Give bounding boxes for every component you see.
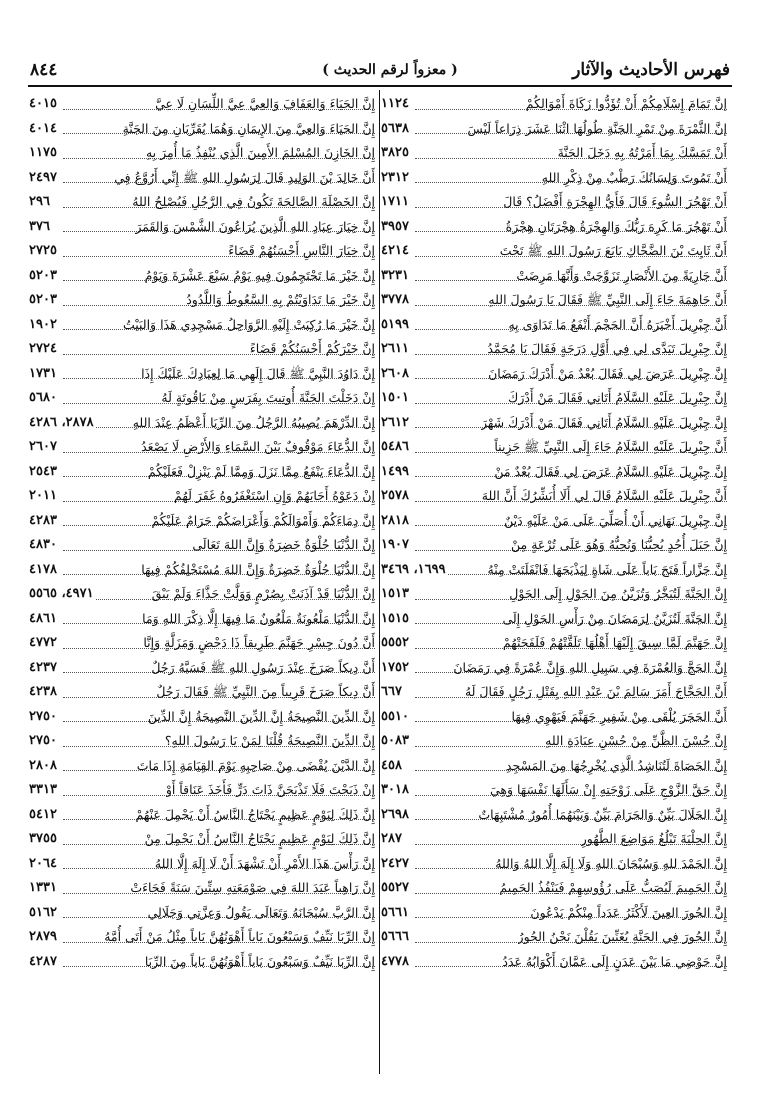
- hadith-text: إِنَّ جَهَنَّمَ لَمَّا سِيقَ إِلَيْهَا أَهْلُهَا تَلَقَّتْهُمْ فَلَفَحَتْهُمْ: [502, 635, 727, 650]
- hadith-number: ٢٦١٢: [381, 411, 411, 436]
- index-entry: [379, 190, 731, 215]
- hadith-text: أَنَّ جِبْرِيلَ أَخْبَرَهُ أَنَّ الحَجْمَ أَنْفَعُ مَا تَدَاوَى بِهِ: [508, 316, 727, 332]
- index-entry: [379, 411, 731, 436]
- index-entry: [27, 484, 379, 509]
- hadith-text: إِنَّ الخَازِنَ المُسْلِمَ الأَمِينَ الَّذِي يُنْفِذُ مَا أُمِرَ بِهِ: [145, 145, 375, 160]
- index-entry: [379, 215, 731, 240]
- hadith-number: ٢٧٥٠: [29, 705, 59, 730]
- index-entry: [379, 901, 731, 926]
- hadith-text: إِنَّ الخَصْلَةَ الصَّالِحَةَ تَكُونُ فِي الرَّجُلِ فَيُصْلِحُ اللهُ: [132, 194, 375, 209]
- index-entry: [27, 631, 379, 656]
- hadith-text: أَنَّ دِيكاً صَرَخَ عِنْدَ رَسُولِ اللهِ ﷺ فَسَبَّهُ رَجُلٌ: [151, 659, 375, 675]
- hadith-number: ٥٢٠٣: [29, 288, 59, 313]
- index-entry: [379, 264, 731, 289]
- index-entry: [379, 288, 731, 313]
- hadith-text: إِنَّ الرِّبَا نَيِّفٌ وَسَبْعُونَ بَاباً أَهْوَنُهُنَّ بَاباً مِنَ الرِّبَا: [144, 953, 375, 969]
- hadith-number: ٢٧٥٠: [29, 729, 59, 754]
- hadith-text: إِنَّ الدِّينَ النَّصِيحَةُ إِنَّ الدِّينَ النَّصِيحَةُ إِنَّ الدِّينَ: [147, 708, 375, 724]
- hadith-number: ٢٦٠٨: [381, 362, 411, 387]
- hadith-number: ١١٢٤: [381, 92, 411, 117]
- hadith-text: إِنَّ الدَّيْنَ يُقْضَى مِنْ صَاحِبِهِ يَوْمَ القِيَامَةِ إِذَا مَاتَ: [136, 757, 375, 773]
- index-entry: [379, 558, 731, 583]
- hadith-text: إِنَّ جِبْرِيلَ عَرَضَ لِي فَقَالَ بُعْدٌ مَنْ أَدْرَكَ رَمَضَانَ: [488, 365, 727, 381]
- hadith-number: ٣٢٣١: [381, 264, 411, 289]
- hadith-number: ١٧٥٢: [381, 656, 411, 681]
- index-entry: [27, 337, 379, 362]
- hadith-number: ٢٠١١: [29, 484, 59, 509]
- hadith-number: ٤٩٧١، ٥٥٦٥: [29, 582, 96, 607]
- hadith-text: إِنَّ جِبْرِيلَ تَبَدَّى لِي فِي أَوَّلِ دَرَجَةٍ فَقَالَ يَا مُحَمَّدُ: [487, 341, 727, 356]
- index-entry: [379, 435, 731, 460]
- hadith-text: إِنَّ خَيْرَ مَا رُكِبَتْ إِلَيْهِ الرَّوَاحِلُ مَسْجِدِي هَذَا وَالبَيْتُ: [122, 316, 375, 332]
- index-entry: [379, 656, 731, 681]
- hadith-text: إِنَّ الحَجَّ وَالعُمْرَةَ فِي سَبِيلِ اللهِ وَإِنَّ عُمْرَةً فِي رَمَضَانَ: [453, 659, 727, 675]
- header-rule: [28, 85, 732, 87]
- index-entry: [379, 362, 731, 387]
- hadith-text: إِنَّ الحُورَ فِي الجَنَّةِ يُغَنِّينَ يَقُلْنَ نَحْنُ الحُورُ: [517, 929, 727, 944]
- hadith-text: إِنَّ الحَمْدَ للهِ وَسُبْحَانَ اللهِ وَلَا إِلَهَ إِلَّا اللهُ وَاللهُ: [495, 855, 727, 871]
- hadith-number: ٣٧٥٥: [29, 827, 59, 852]
- hadith-number: ٥٤١٢: [29, 803, 59, 828]
- index-entry: [379, 607, 731, 632]
- hadith-number: ٢٤٩٧: [29, 166, 59, 191]
- hadith-text: أَنَّ جِبْرِيلَ عَلَيْهِ السَّلَامُ قَالَ لِي أَلَا أُبَشِّرُكَ أَنَّ اللهَ: [481, 488, 727, 503]
- page-subtitle: ( معزواً لرقم الحديث ): [322, 62, 458, 78]
- index-entry: [27, 435, 379, 460]
- hadith-text: إنَّ تَمَامَ إِسْلَامِكُمْ أَنْ تُؤَدُّوا زَكَاةَ أَمْوَالِكُمْ: [525, 96, 727, 111]
- hadith-number: ٥٦٦٦: [381, 925, 411, 950]
- hadith-text: إِنْ دَعَوْهُ أَجَابَهُمْ وَإِنِ اسْتَغْفَرُوهُ غَفَرَ لَهُمْ: [174, 488, 375, 503]
- hadith-text: أَنَّ خَالِدَ بْنَ الوَلِيدِ قَالَ لِرَسُولِ اللهِ ﷺ إِنِّي أَرُوَّعُ فِي: [114, 169, 375, 185]
- index-entry: [379, 729, 731, 754]
- hadith-text: إِنَّ دَاوُدَ النَّبِيَّ ﷺ قَالَ إِلَهِي مَا لِعِبَادِكَ عَلَيْكَ إِذَا: [141, 365, 375, 381]
- index-entry: [379, 460, 731, 485]
- index-entry: [27, 729, 379, 754]
- hadith-number: ٣٨٢٥: [381, 141, 411, 166]
- hadith-text: إِنَّ الجَنَّةَ لَتُزَيَّنُ لِرَمَضَانَ مِنْ رَأْسِ الحَوْلِ إِلَى: [502, 610, 727, 626]
- hadith-number: ٢٦٩٨: [381, 803, 411, 828]
- index-entry: [27, 558, 379, 583]
- index-entry: [27, 313, 379, 338]
- hadith-text: إِنَّ الدُّعَاءَ مَوْقُوفٌ بَيْنَ السَّمَاءِ وَالأَرْضِ لَا يَصْعَدُ: [141, 439, 375, 454]
- hadith-number: ٣٠١٨: [381, 778, 411, 803]
- hadith-number: ٢٥٧٨: [381, 484, 411, 509]
- hadith-text: إِنَّ جِبْرِيلَ عَلَيْهِ السَّلَامُ عَرَضَ لِي فَقَالَ بُعْدٌ مَنْ: [494, 463, 727, 479]
- index-entry: [379, 117, 731, 142]
- index-entry: [27, 533, 379, 558]
- hadith-text: إِنَّ دِمَاءَكُمْ وَأَمْوَالَكُمْ وَأَعْرَاضَكُمْ حَرَامٌ عَلَيْكُمْ: [151, 512, 375, 528]
- index-entry: [379, 705, 731, 730]
- index-entry: [379, 166, 731, 191]
- index-entry: [27, 117, 379, 142]
- hadith-number: ٤٢١٤: [381, 239, 411, 264]
- index-entry: [27, 239, 379, 264]
- hadith-number: ١٦٩٩، ٣٤٦٩: [381, 558, 448, 583]
- hadith-text: أَنَّ جَاهِمَةَ جَاءَ إِلَى النَّبِيِّ ﷺ فَقَالَ يَا رَسُولَ اللهِ: [488, 292, 727, 307]
- hadith-number: ١٩٠٢: [29, 313, 59, 338]
- hadith-text: إِنَّ الدِّينَ النَّصِيحَةُ قُلْنَا لِمَنْ يَا رَسُولَ اللهِ؟: [164, 733, 375, 748]
- index-entry: [27, 852, 379, 877]
- hadith-text: إِنَّ جِبْرِيلَ نَهَانِي أَنْ أُصَلِّيَ عَلَى مَنْ عَلَيْهِ دَيْنٌ: [504, 512, 727, 528]
- hadith-number: ٦٦٧: [381, 680, 404, 705]
- hadith-number: ٤٧٧٨: [381, 950, 411, 975]
- hadith-text: أَنَّ جِبْرِيلَ عَلَيْهِ السَّلَامُ جَاءَ إِلَى النَّبِيِّ ﷺ حَزِيناً: [494, 439, 727, 454]
- index-entry: [379, 386, 731, 411]
- page-number: ٨٤٤: [30, 60, 58, 80]
- hadith-number: ٢٨٧: [381, 827, 404, 852]
- hadith-text: أَنَّ دِيكاً صَرَخَ قَرِيباً مِنَ النَّبِيِّ ﷺ فَقَالَ رَجُلٌ: [156, 684, 375, 699]
- hadith-number: ٥٥٥٢: [381, 631, 411, 656]
- index-entry: [27, 705, 379, 730]
- right-column: [379, 92, 731, 1072]
- index-entry: [379, 803, 731, 828]
- hadith-text: إِنَّ الجَنَّةَ لَتُبَخَّرُ وَتُزَيَّنُ مِنَ الحَوْلِ إِلَى الحَوْلِ: [509, 586, 727, 601]
- hadith-text: أَنْ تَهْجُرَ مَا كَرِهَ رَبُّكَ وَالهِجْرَةُ هِجْرَتَانِ هِجْرَةُ: [505, 218, 727, 234]
- index-entry: [27, 827, 379, 852]
- index-entry: [379, 239, 731, 264]
- index-entry: [27, 362, 379, 387]
- hadith-text: أَنَّ جَارِيَةً مِنَ الأَنْصَارِ تَزَوَّجَتْ وَأَنَّهَا مَرِضَتْ: [516, 267, 727, 283]
- index-entry: [379, 509, 731, 534]
- index-entry: [379, 582, 731, 607]
- page-header: [30, 58, 730, 86]
- hadith-text: إِنَّ جَزَّاراً فَتَحَ بَاباً عَلَى شَاةٍ لِيَذْبَحَهَا فَانْفَلَتَتْ مِنْهُ: [487, 561, 727, 577]
- index-entry: [379, 141, 731, 166]
- hadith-number: ٤٠١٥: [29, 92, 59, 117]
- index-entry: [27, 509, 379, 534]
- hadith-number: ٢٠٦٤: [29, 852, 59, 877]
- index-entry: [379, 680, 731, 705]
- hadith-number: ٤٢٣٧: [29, 656, 59, 681]
- hadith-text: إِنَّ الدُّنْيَا قَدْ آذَنَتْ بِصُرْمٍ وَوَلَّتْ حَذَّاءَ وَلَمْ يَبْقَ: [151, 586, 375, 601]
- index-entry: [27, 754, 379, 779]
- index-entry: [379, 533, 731, 558]
- hadith-text: إِنَّ الحَيَاءَ وَالعِيَّ مِنَ الإِيمَانِ وَهُمَا يُقَرِّبَانِ مِنَ الجَنَّةِ: [122, 120, 375, 136]
- hadith-text: إِنْ ذَبَحْتَ فَلَا تَذْبَحَنَّ ذَاتَ دَرٍّ فَأَخَذَ عَنَاقاً أَوْ: [165, 782, 375, 797]
- hadith-text: إِنَّ الحِلْيَةَ تَبْلُغُ مَوَاضِعَ الطَّهُورِ: [580, 831, 727, 846]
- hadith-text: إِنَّ ذَلِكَ لِيَوْمٍ عَظِيمٍ يَحْتَاجُ النَّاسُ أَنْ يَحْمِلَ مِنْ: [144, 831, 375, 846]
- hadith-number: ٤٢٨٣: [29, 509, 59, 534]
- index-entry: [379, 484, 731, 509]
- hadith-number: ٢٨٧٩: [29, 925, 59, 950]
- hadith-text: إِنَّ جِبْرِيلَ عَلَيْهِ السَّلَامُ أَتَانِي فَقَالَ مَنْ أَدْرَكَ شَهْرَ: [480, 414, 727, 430]
- hadith-number: ٣٩٥٧: [381, 215, 411, 240]
- hadith-text: إِنَّ جَبَلَ أُحُدٍ يُحِبُّنَا وَنُحِبُّهُ وَهُوَ عَلَى تُرْعَةٍ مِنْ: [511, 537, 727, 552]
- hadith-number: ٣٧٦: [29, 215, 52, 240]
- index-entry: [27, 925, 379, 950]
- hadith-number: ٤٠١٤: [29, 117, 59, 142]
- index-entry: [27, 656, 379, 681]
- index-entry: [379, 925, 731, 950]
- hadith-number: ٤٢٣٨: [29, 680, 59, 705]
- hadith-number: ٣٧٧٨: [381, 288, 411, 313]
- index-entry: [379, 313, 731, 338]
- index-entry: [27, 680, 379, 705]
- hadith-number: ٥٠٨٣: [381, 729, 411, 754]
- index-entry: [27, 141, 379, 166]
- hadith-text: إِنَّ خِيَارَ عِبَادِ اللهِ الَّذِينَ يُرَاعُونَ الشَّمْسَ وَالقَمَرَ: [135, 218, 375, 234]
- hadith-text: أَنْ تَمَسَّكَ بِمَا أَمَرْتُهُ بِهِ دَخَلَ الجَنَّةَ: [557, 145, 727, 160]
- hadith-number: ٤٢٨٧: [29, 950, 59, 975]
- hadith-text: إِنَّ الحَلَالَ بَيِّنٌ وَالحَرَامَ بَيِّنٌ وَبَيْنَهُمَا أُمُورٌ مُشْتَبِهَاتٌ: [478, 806, 727, 822]
- hadith-number: ١٥١٥: [381, 607, 411, 632]
- hadith-number: ٥٢٠٣: [29, 264, 59, 289]
- hadith-number: ١٧٣١: [29, 362, 59, 387]
- hadith-number: ٥٥١٠: [381, 705, 411, 730]
- hadith-number: ٢٨٧٨، ٤٢٨٦: [29, 411, 96, 436]
- hadith-text: إِنَّ الدُّعَاءَ يَنْفَعُ مِمَّا نَزَلَ وَمِمَّا لَمْ يَنْزِلْ فَعَلَيْكُمْ: [147, 463, 375, 479]
- hadith-number: ١٧١١: [381, 190, 411, 215]
- hadith-number: ١٥٠١: [381, 386, 411, 411]
- hadith-number: ٢٧٢٤: [29, 337, 59, 362]
- hadith-text: إِنَّ الحُورَ العِينَ لَأَكْثَرُ عَدَداً مِنْكُمْ يَدْعُونَ: [530, 904, 727, 920]
- hadith-number: ٥٦٦١: [381, 901, 411, 926]
- hadith-text: إنَّ الثَّمْرَةَ مِنْ تَمْرِ الجَنَّةِ طُولُهَا اثْنَا عَشَرَ ذِرَاعاً لَيْسَ: [467, 120, 727, 136]
- hadith-text: أَنَّ دُونَ جِسْرِ جَهَنَّمَ طَرِيقاً ذَا دَحْضٍ وَمَزَلَّةٍ وَإِنَّا: [143, 635, 375, 650]
- hadith-text: إِنَّ خَيْرَ مَا تَدَاوَيْتُمْ بِهِ السَّعُوطُ وَاللَّدُودُ: [186, 292, 375, 307]
- index-entry: [27, 411, 379, 436]
- hadith-text: أَنَّ الحَجَرَ يُلْقَى مِنْ شَفِيرِ جَهَنَّمَ فَيَهْوِي فِيهَا: [511, 708, 727, 724]
- hadith-number: ١١٧٥: [29, 141, 59, 166]
- hadith-number: ١٤٩٩: [381, 460, 411, 485]
- index-entry: [27, 386, 379, 411]
- hadith-text: إِنَّ خَيْرَكُمْ أَحْسَنُكُمْ قَضَاءً: [249, 341, 375, 356]
- hadith-number: ٤٥٨: [381, 754, 404, 779]
- hadith-text: أَنَّ ثَابِتَ بْنَ الضَّحَّاكِ بَايَعَ رَسُولَ اللهِ ﷺ تَحْتَ: [499, 243, 727, 258]
- hadith-text: إِنَّ الحَيَاءَ وَالعَفَافَ وَالعِيَّ عِيَّ اللِّسَانِ لَا عِيَّ: [155, 96, 375, 111]
- index-entry: [27, 190, 379, 215]
- hadith-number: ١٣٣١: [29, 876, 59, 901]
- hadith-text: إِنَّ الحَصَاةَ لَتُنَاشِدُ الَّذِي يُخْرِجُهَا مِنَ المَسْجِدِ: [505, 757, 727, 773]
- hadith-number: ٢٩٦: [29, 190, 52, 215]
- hadith-text: إِنَّ ذَلِكَ لِيَوْمٍ عَظِيمٍ يَحْتَاجُ النَّاسُ أَنْ يَحْمِلَ عَنْهُمْ: [135, 806, 375, 822]
- index-entry: [379, 754, 731, 779]
- hadith-text: إِنَّ جِبْرِيلَ عَلَيْهِ السَّلَامُ أَتَانِي فَقَالَ مَنْ أَدْرَكَ: [508, 390, 727, 405]
- hadith-number: ٢٧٢٥: [29, 239, 59, 264]
- hadith-text: إِنَّ الحَمِيمَ لَيُصَبُّ عَلَى رُؤُوسِهِمْ فَيَنْفُذُ الحَمِيمُ: [499, 880, 727, 895]
- hadith-text: إِنَّ خِيَارَ النَّاسِ أَحْسَنُهُمْ قَضَاءً: [228, 243, 375, 258]
- index-entry: [27, 778, 379, 803]
- index-entry: [379, 852, 731, 877]
- hadith-text: أَنَّ الحَجَّاجَ أَمَرَ سَالِمَ بْنَ عَبْدِ اللهِ بِقَتْلِ رَجُلٍ فَقَالَ لَهُ: [464, 684, 727, 699]
- hadith-number: ٢٨١٨: [381, 509, 411, 534]
- index-entry: [379, 337, 731, 362]
- hadith-number: ٥٦٣٨: [381, 117, 411, 142]
- index-entry: [379, 950, 731, 975]
- hadith-number: ٤٨٣٠: [29, 533, 59, 558]
- hadith-number: ٢٨٠٨: [29, 754, 59, 779]
- hadith-number: ٢٥٤٣: [29, 460, 59, 485]
- hadith-number: ٥١٦٢: [29, 901, 59, 926]
- hadith-number: ٣٣١٣: [29, 778, 59, 803]
- hadith-text: إِنَّ الدُّنْيَا حُلْوَةٌ خَضِرَةٌ وَإِنَّ اللهَ مُسْتَخْلِفُكُمْ فِيهَا: [141, 561, 375, 577]
- index-entry: [379, 92, 731, 117]
- hadith-number: ١٩٠٧: [381, 533, 411, 558]
- hadith-number: ٤٨٦١: [29, 607, 59, 632]
- index-entry: [27, 803, 379, 828]
- hadith-text: إِنَّ الدُّنْيَا حُلْوَةٌ خَضِرَةٌ وَإِنَّ اللهَ تَعَالَى: [192, 537, 375, 552]
- index-entry: [27, 264, 379, 289]
- hadith-number: ٢٦١١: [381, 337, 411, 362]
- page-title: فهرس الأحاديث والآثار: [572, 60, 730, 80]
- index-entry: [27, 288, 379, 313]
- hadith-number: ٥٦٨٠: [29, 386, 59, 411]
- hadith-text: إِنَّ رَأْسَ هَذَا الأَمْرِ أَنْ تَشْهَدَ أَنْ لَا إِلَهَ إِلَّا اللهُ: [154, 855, 375, 871]
- hadith-number: ٤٧٧٢: [29, 631, 59, 656]
- index-entry: [27, 460, 379, 485]
- index-entry: [379, 631, 731, 656]
- hadith-number: ٥١٩٩: [381, 313, 411, 338]
- hadith-text: إِنْ دَخَلْتَ الجَنَّةَ أُوتِيتَ بِفَرَسٍ مِنْ يَاقُوتَةٍ لَهُ: [161, 390, 375, 405]
- hadith-number: ٢٤٢٧: [381, 852, 411, 877]
- hadith-number: ٤١٧٨: [29, 558, 59, 583]
- index-entry: [27, 607, 379, 632]
- hadith-number: ٢٣١٢: [381, 166, 411, 191]
- hadith-text: إِنَّ حَقَّ الزَّوْجِ عَلَى زَوْجَتِهِ إِنْ سَأَلَهَا نَفْسَهَا وَهِيَ: [489, 782, 727, 797]
- index-entry: [27, 166, 379, 191]
- left-column: [27, 92, 379, 1072]
- index-entry: [27, 901, 379, 926]
- index-entry: [27, 92, 379, 117]
- hadith-text: إِنَّ خَيْرَ مَا تَحْتَجِمُونَ فِيهِ يَوْمُ سَبْعَ عَشْرَةَ وَيَوْمُ: [144, 267, 375, 283]
- hadith-text: إِنَّ الدِّرْهَمَ يُصِيبُهُ الرَّجُلُ مِنَ الرِّبَا أَعْظَمُ عِنْدَ اللهِ: [132, 414, 375, 430]
- index-entry: [27, 582, 379, 607]
- hadith-text: إِنَّ رَاهِباً عَبَدَ اللهَ فِي صَوْمَعَتِهِ سِتِّينَ سَنَةً فَجَاءَتْ: [130, 880, 375, 895]
- hadith-text: إِنَّ الرِّبَا نَيِّفٌ وَسَبْعُونَ بَاباً أَهْوَنُهُنَّ بَاباً مِثْلُ مَنْ أَتَى أُمَّهُ: [104, 929, 375, 944]
- hadith-number: ٥٥٢٧: [381, 876, 411, 901]
- hadith-text: إِنَّ الدُّنْيَا مَلْعُونَةٌ مَلْعُونٌ مَا فِيهَا إِلَّا ذِكْرَ اللهِ وَمَا: [142, 610, 375, 626]
- hadith-text: إِنَّ حَوْضِي مَا بَيْنَ عَدَنٍ إِلَى عَمَّانَ أَكْوَابُهُ عَدَدُ: [502, 953, 727, 969]
- index-entry: [27, 215, 379, 240]
- index-entry: [379, 778, 731, 803]
- index-entry: [27, 950, 379, 975]
- hadith-text: إِنَّ حُسْنَ الظَّنِّ مِنْ حُسْنِ عِبَادَةِ اللهِ: [545, 733, 727, 748]
- hadith-text: إِنَّ الرَّبَّ سُبْحَانَهُ وَتَعَالَى يَقُولُ وَعِزَّتِي وَجَلَالِي: [147, 904, 375, 920]
- index-entry: [379, 827, 731, 852]
- index-entry: [27, 876, 379, 901]
- index-entry: [379, 876, 731, 901]
- hadith-text: أَنْ تَهْجُرَ السُّوءَ قَالَ فَأَيُّ الهِجْرَةِ أَفْضَلُ؟ قَالَ: [503, 194, 727, 209]
- hadith-number: ١٥١٣: [381, 582, 411, 607]
- hadith-number: ٥٤٨٦: [381, 435, 411, 460]
- hadith-text: أَنْ تَمُوتَ وَلِسَانُكَ رَطْبٌ مِنْ ذِكْرِ اللهِ: [541, 169, 727, 185]
- hadith-number: ٢٦٠٧: [29, 435, 59, 460]
